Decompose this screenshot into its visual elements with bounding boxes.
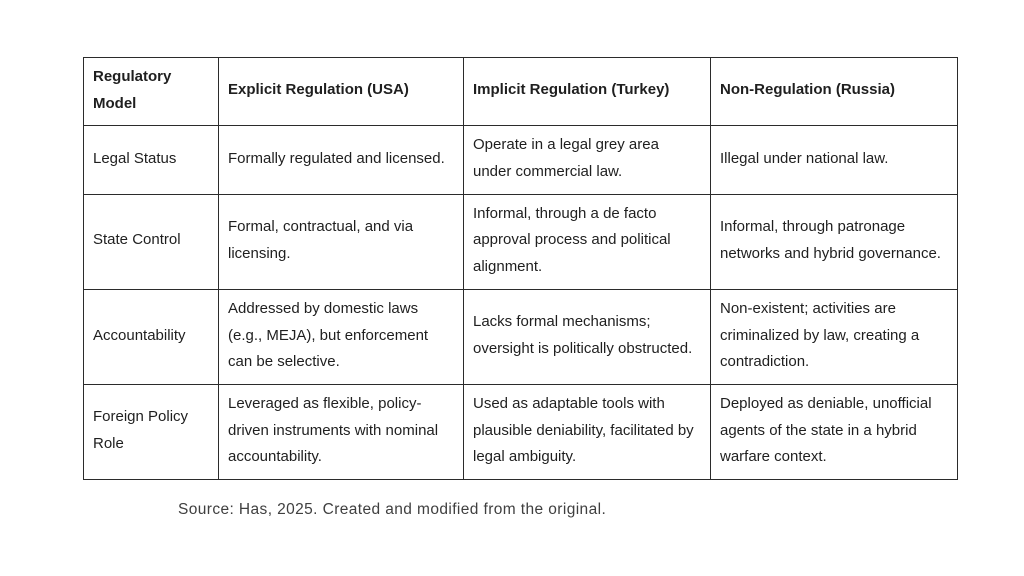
source-note: Source: Has, 2025. Created and modified from the original. [178, 501, 607, 518]
header-non-regulation-russia: Non-Regulation (Russia) [711, 58, 958, 126]
cell-accountability-turkey: Lacks formal mechanisms; oversight is politically obstructed. [464, 289, 711, 384]
table-row-accountability [84, 289, 958, 384]
table-row-foreign-policy-role [84, 384, 958, 479]
cell-legal-status-usa: Formally regulated and licensed. [219, 126, 464, 194]
cell-state-control-russia: Informal, through patronage networks and hybrid governance. [711, 194, 958, 289]
comparison-table-container [83, 57, 958, 480]
row-label-foreign-policy-role: Foreign Policy Role [84, 384, 219, 479]
cell-legal-status-russia: Illegal under national law. [711, 126, 958, 194]
regulatory-models-table [83, 57, 958, 480]
header-regulatory-model: Regulatory Model [84, 58, 219, 126]
header-implicit-regulation-turkey: Implicit Regulation (Turkey) [464, 58, 711, 126]
cell-legal-status-turkey: Operate in a legal grey area under commercial law. [464, 126, 711, 194]
cell-foreign-policy-role-russia: Deployed as deniable, unofficial agents of the state in a hybrid warfare context. [711, 384, 958, 479]
cell-state-control-turkey: Informal, through a de facto approval process and political alignment. [464, 194, 711, 289]
cell-accountability-usa: Addressed by domestic laws (e.g., MEJA), but enforcement can be selective. [219, 289, 464, 384]
cell-foreign-policy-role-usa: Leveraged as flexible, policy-driven instruments with nominal accountability. [219, 384, 464, 479]
table-row-legal-status [84, 126, 958, 194]
header-explicit-regulation-usa: Explicit Regulation (USA) [219, 58, 464, 126]
row-label-state-control: State Control [84, 194, 219, 289]
cell-state-control-usa: Formal, contractual, and via licensing. [219, 194, 464, 289]
row-label-legal-status: Legal Status [84, 126, 219, 194]
cell-foreign-policy-role-turkey: Used as adaptable tools with plausible deniability, facilitated by legal ambiguity. [464, 384, 711, 479]
header-row [84, 58, 958, 126]
cell-accountability-russia: Non-existent; activities are criminalized by law, creating a contradiction. [711, 289, 958, 384]
row-label-accountability: Accountability [84, 289, 219, 384]
table-row-state-control [84, 194, 958, 289]
